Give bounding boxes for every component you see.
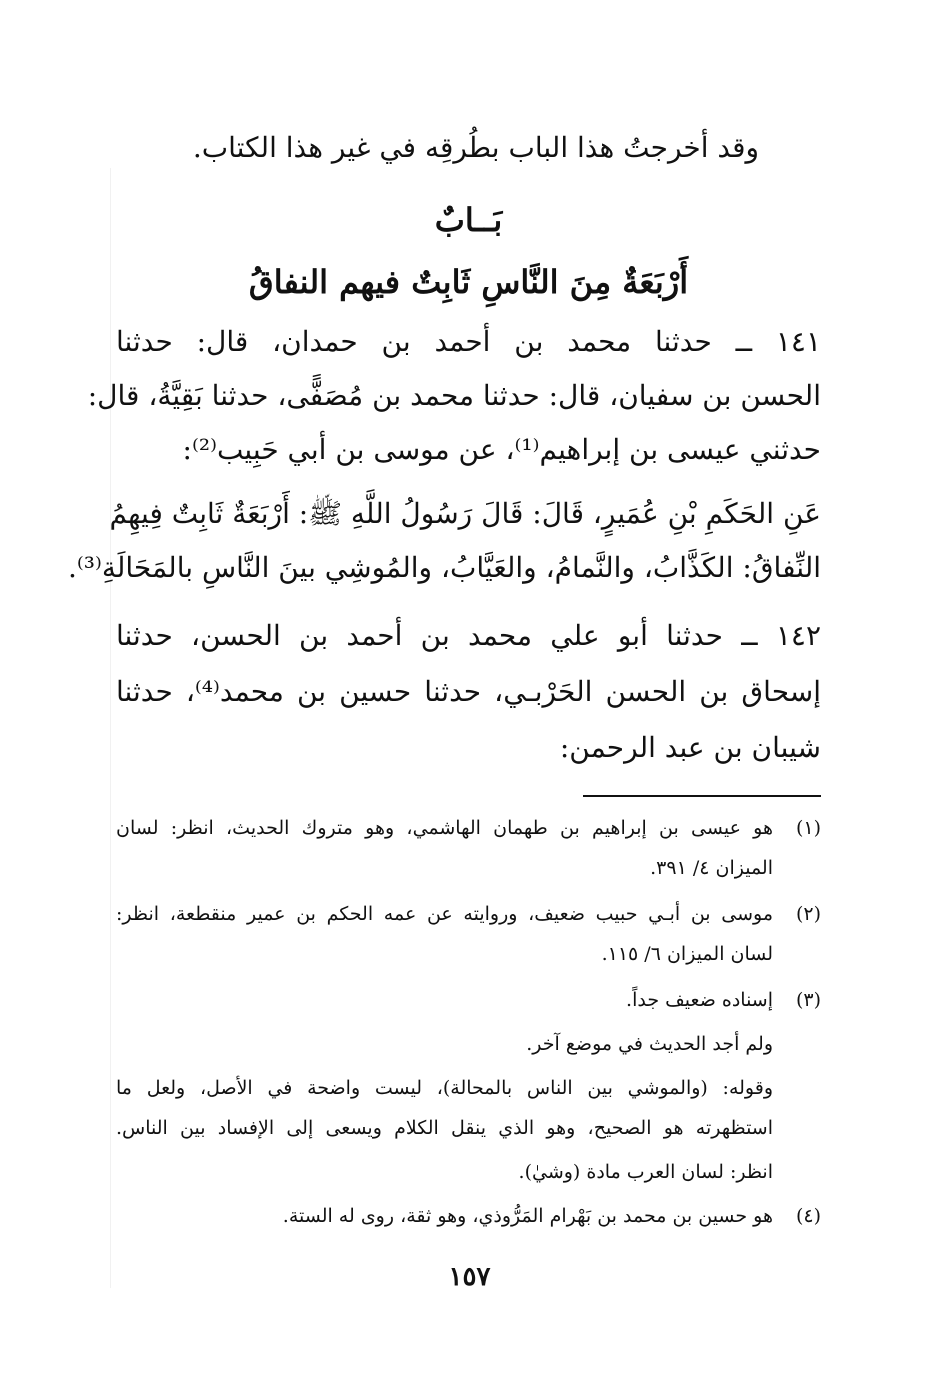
intro-line: وقد أخرجتُ هذا الباب بطُرقِه في غير هذا الكتاب. — [192, 131, 759, 164]
footnote-number: (١) — [795, 817, 821, 839]
hadith-141-line-1: ١٤١ ــ حدثنا محمد بن أحمد بن حمدان، قال: حدثنا — [116, 325, 821, 358]
footnote-text: موسى بن أبـي حبيب ضعيف، وروايته عن عمه الحكم بن عمير منقطعة، انظر: — [116, 903, 773, 925]
chapter-title: أَرْبَعَةٌ مِنَ النَّاسِ ثَابِتٌ فيهم النفاقُ — [248, 263, 689, 301]
footnote-text: الميزان ٤/ ٣٩١. — [650, 857, 773, 879]
footnote-number: (٣) — [795, 989, 821, 1011]
hadith-141-matn-1: عَنِ الحَكَمِ بْنِ عُمَيرٍ، قَالَ: قَالَ رَسُولُ اللَّهِ ﷺ: أَرْبَعَةٌ ثَابِتٌ فِيهِمُ — [109, 497, 821, 530]
chapter-label: بَــابٌ — [434, 201, 503, 239]
footnote-number: (٤) — [795, 1205, 821, 1227]
footnote-3-note-4: انظر: لسان العرب مادة (وشيٰ). — [518, 1161, 773, 1183]
footnote-separator — [583, 795, 821, 797]
hadith-142-line-1: ١٤٢ ــ حدثنا أبو علي محمد بن أحمد بن الحسن، حدثنا — [116, 619, 821, 652]
footnote-3-note-3: استظهرته هو الصحيح، وهو الذي ينقل الكلام ويسعى إلى الإفساد بين الناس. — [116, 1117, 773, 1139]
page-shadow-line — [110, 168, 111, 1288]
footnote-3-note-2: وقوله: (والموشي بين الناس بالمحالة)، ليست واضحة في الأصل، ولعل ما — [116, 1077, 773, 1099]
footnote-text: إسناده ضعيف جداً. — [626, 989, 773, 1011]
hadith-142-line-2: إسحاق بن الحسن الحَرْبـي، حدثنا حسين بن محمد⁽⁴⁾، حدثنا — [116, 675, 822, 708]
hadith-142-line-3: شيبان بن عبد الرحمن: — [559, 731, 821, 764]
hadith-141-matn-2: النِّفاقُ: الكَذَّابُ، والنَّمامُ، والعَيَّابُ، والمُوشِي بينَ النَّاسِ بالمَحَالَةِ⁽³⁾. — [67, 551, 821, 584]
hadith-141-line-3: حدثني عيسى بن إبراهيم⁽¹⁾، عن موسى بن أبي حَبِيب⁽²⁾: — [182, 433, 821, 466]
footnote-number: (٢) — [795, 903, 821, 925]
footnote-3-note-1: ولم أجد الحديث في موضع آخر. — [526, 1033, 773, 1055]
page-number: ١٥٧ — [448, 1262, 491, 1292]
footnote-text: لسان الميزان ٦/ ١١٥. — [601, 943, 773, 965]
hadith-141-line-2: الحسن بن سفيان، قال: حدثنا محمد بن مُصَفًّى، حدثنا بَقِيَّةُ، قال: — [87, 379, 821, 412]
footnote-text: هو عيسى بن إبراهيم بن طهمان الهاشمي، وهو متروك الحديث، انظر: لسان — [116, 817, 773, 839]
footnote-text: هو حسين بن محمد بن بَهْرام المَرُّوذي، وهو ثقة، روى له الستة. — [282, 1205, 773, 1227]
